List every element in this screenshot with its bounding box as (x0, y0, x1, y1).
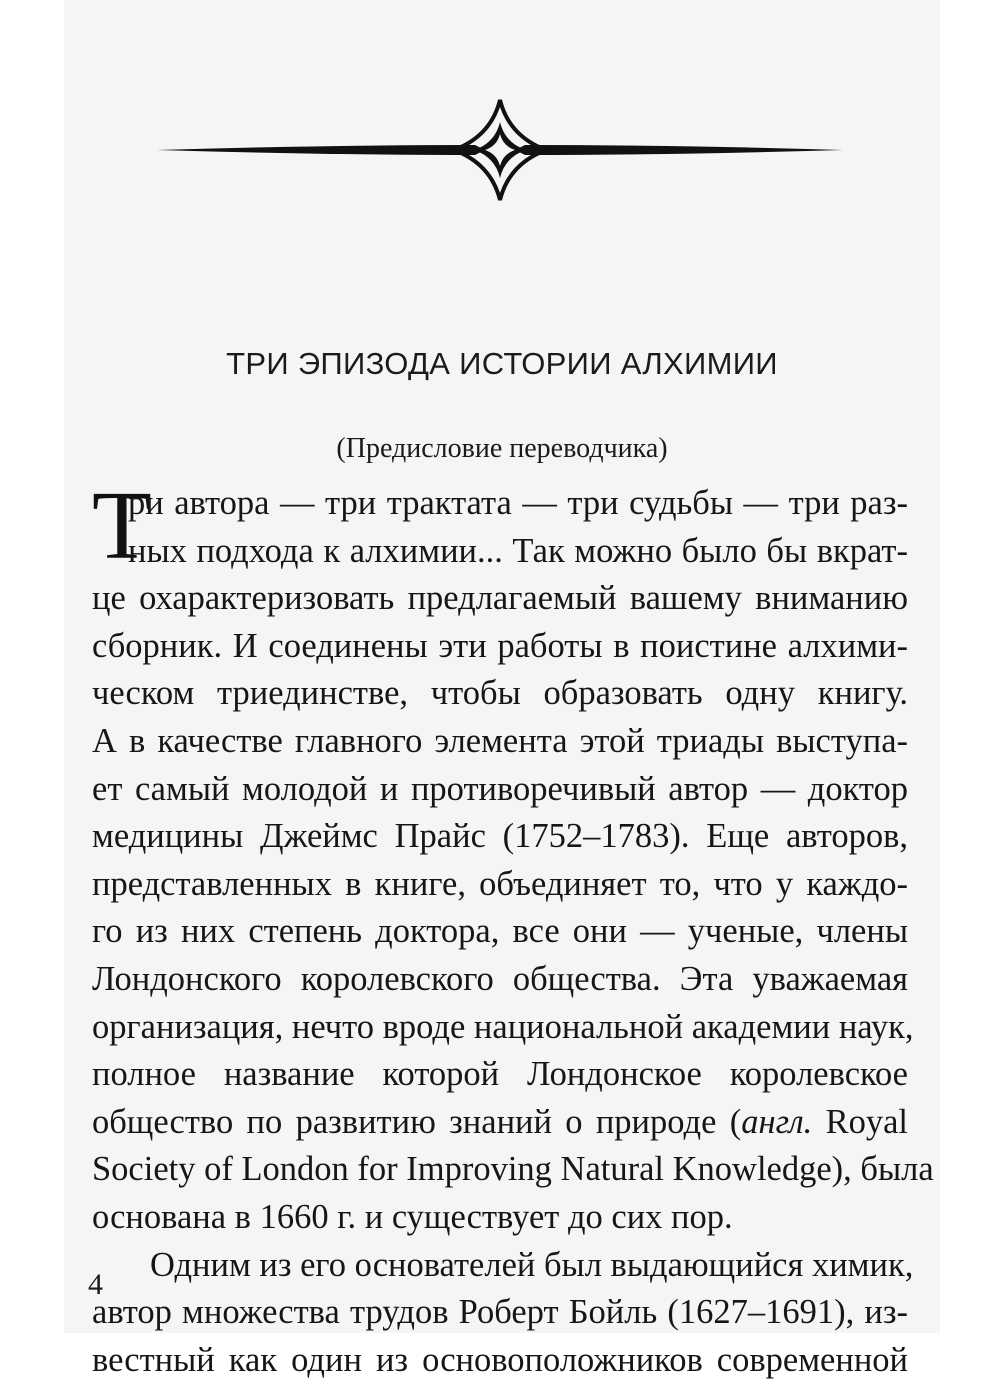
text-line: полное название которой Лондонское королевское (92, 1055, 908, 1094)
paragraph-end-line: основана в 1660 г. и существует до сих пор. (92, 1197, 733, 1236)
body-text (92, 480, 934, 1384)
ornament-divider (155, 95, 845, 205)
text-segment: Royal (812, 1102, 908, 1141)
text-line: вестный как один из основоположников современной (92, 1340, 908, 1379)
text-line-with-italic (92, 1099, 908, 1147)
text-line: ных подхода к алхимии... Так можно было бы вкрат- (128, 531, 908, 570)
drop-cap: Т (92, 472, 152, 580)
paragraph-start-line: Одним из его основателей был выдающийся химик, (150, 1245, 914, 1284)
text-line: автор множества трудов Роберт Бойль (1627–1691), из- (92, 1293, 908, 1332)
text-line: ет самый молодой и противоречивый автор — доктор (92, 769, 908, 808)
text-line: Лондонского королевского общества. Эта уважаемая (92, 959, 908, 998)
chapter-subtitle: (Предисловие переводчика) (336, 433, 668, 464)
page-number: 4 (88, 1268, 103, 1301)
text-line: представленных в книге, объединяет то, что у каждо- (92, 864, 908, 903)
text-line: це охарактеризовать предлагаемый вашему вниманию (92, 579, 908, 618)
text-line: ческом триединстве, чтобы образовать одну книгу. (92, 674, 908, 713)
text-line: сборник. И соединены эти работы в поистине алхими- (92, 626, 908, 665)
text-line: медицины Джеймс Прайс (1752–1783). Еще авторов, (92, 817, 908, 856)
text-line: го из них степень доктора, все они — ученые, члены (92, 912, 908, 951)
text-line: Society of London for Improving Natural Knowledge), была (92, 1150, 934, 1189)
text-segment: общество по развитию знаний о природе ( (92, 1102, 742, 1141)
text-line: ри автора — три трактата — три судьбы — три раз- (128, 484, 908, 522)
text-line: А в качестве главного элемента этой триады выступа- (92, 721, 908, 760)
chapter-title: ТРИ ЭПИЗОДА ИСТОРИИ АЛХИМИИ (226, 346, 778, 381)
italic-abbreviation: англ. (741, 1102, 813, 1141)
text-line: организация, нечто вроде национальной академии наук, (92, 1007, 914, 1046)
